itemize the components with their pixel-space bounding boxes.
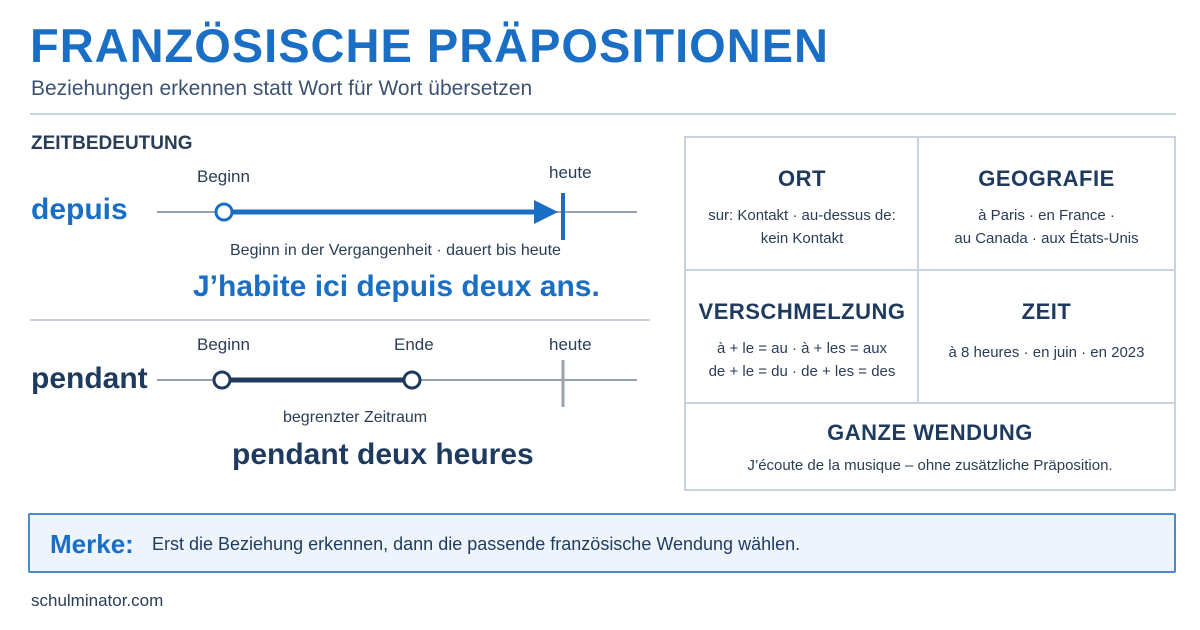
- cell-ort-title: ORT: [778, 166, 826, 191]
- cell-wendung-title: GANZE WENDUNG: [827, 420, 1033, 445]
- pendant-start-label: Beginn: [197, 335, 250, 354]
- cell-verschmelzung-line1: à + le = au · à + les = aux: [716, 340, 888, 357]
- depuis-example: J’habite ici depuis deux ans.: [193, 270, 600, 303]
- page-title: FRANZÖSISCHE PRÄPOSITIONEN: [30, 19, 829, 72]
- pendant-end-label: Ende: [394, 335, 434, 354]
- note-text: Erst die Beziehung erkennen, dann die passende französische Wendung wählen.: [152, 534, 801, 554]
- cell-wendung-line1: J’écoute de la musique – ohne zusätzliche Präposition.: [747, 457, 1113, 474]
- pendant-start-point: [214, 372, 230, 388]
- cell-geografie-line2: au Canada · aux États-Unis: [954, 230, 1139, 247]
- cell-geografie-line1: à Paris · en France ·: [978, 207, 1115, 224]
- cell-verschmelzung: [686, 271, 918, 402]
- section-divider: [30, 319, 650, 321]
- footer-brand: schulminator.com: [31, 591, 164, 610]
- cell-geografie: [919, 138, 1174, 269]
- note-label: Merke:: [50, 529, 134, 559]
- depuis-start-label: Beginn: [197, 167, 250, 186]
- cell-zeit: [919, 271, 1174, 402]
- cell-ort-line2: kein Kontakt: [760, 230, 844, 247]
- depuis-arrow-head: [534, 200, 558, 224]
- cell-ort: [686, 138, 918, 269]
- depuis-caption: Beginn in der Vergangenheit · dauert bis heute: [230, 242, 561, 259]
- cell-zeit-line1: à 8 heures · en juin · en 2023: [948, 344, 1145, 361]
- pendant-caption: begrenzter Zeitraum: [283, 409, 428, 426]
- word-pendant: pendant: [31, 362, 148, 395]
- cell-verschmelzung-line2: de + le = du · de + les = des: [708, 363, 896, 380]
- overview-grid: [684, 136, 1176, 491]
- cell-verschmelzung-title: VERSCHMELZUNG: [698, 299, 906, 324]
- cell-zeit-title: ZEIT: [1021, 299, 1072, 324]
- page-subtitle: Beziehungen erkennen statt Wort für Wort übersetzen: [31, 77, 533, 100]
- cell-geografie-title: GEOGRAFIE: [978, 166, 1115, 191]
- cell-ganze-wendung: [686, 404, 1174, 489]
- pendant-example: pendant deux heures: [232, 438, 534, 471]
- section-label-time: ZEITBEDEUTUNG: [31, 133, 193, 154]
- pendant-now-label: heute: [549, 335, 592, 354]
- pendant-end-point: [404, 372, 420, 388]
- depuis-now-label: heute: [549, 163, 592, 182]
- cell-ort-line1: sur: Kontakt · au-dessus de:: [708, 207, 896, 224]
- depuis-start-point: [216, 204, 232, 220]
- note-box: [28, 513, 1176, 573]
- word-depuis: depuis: [31, 193, 128, 226]
